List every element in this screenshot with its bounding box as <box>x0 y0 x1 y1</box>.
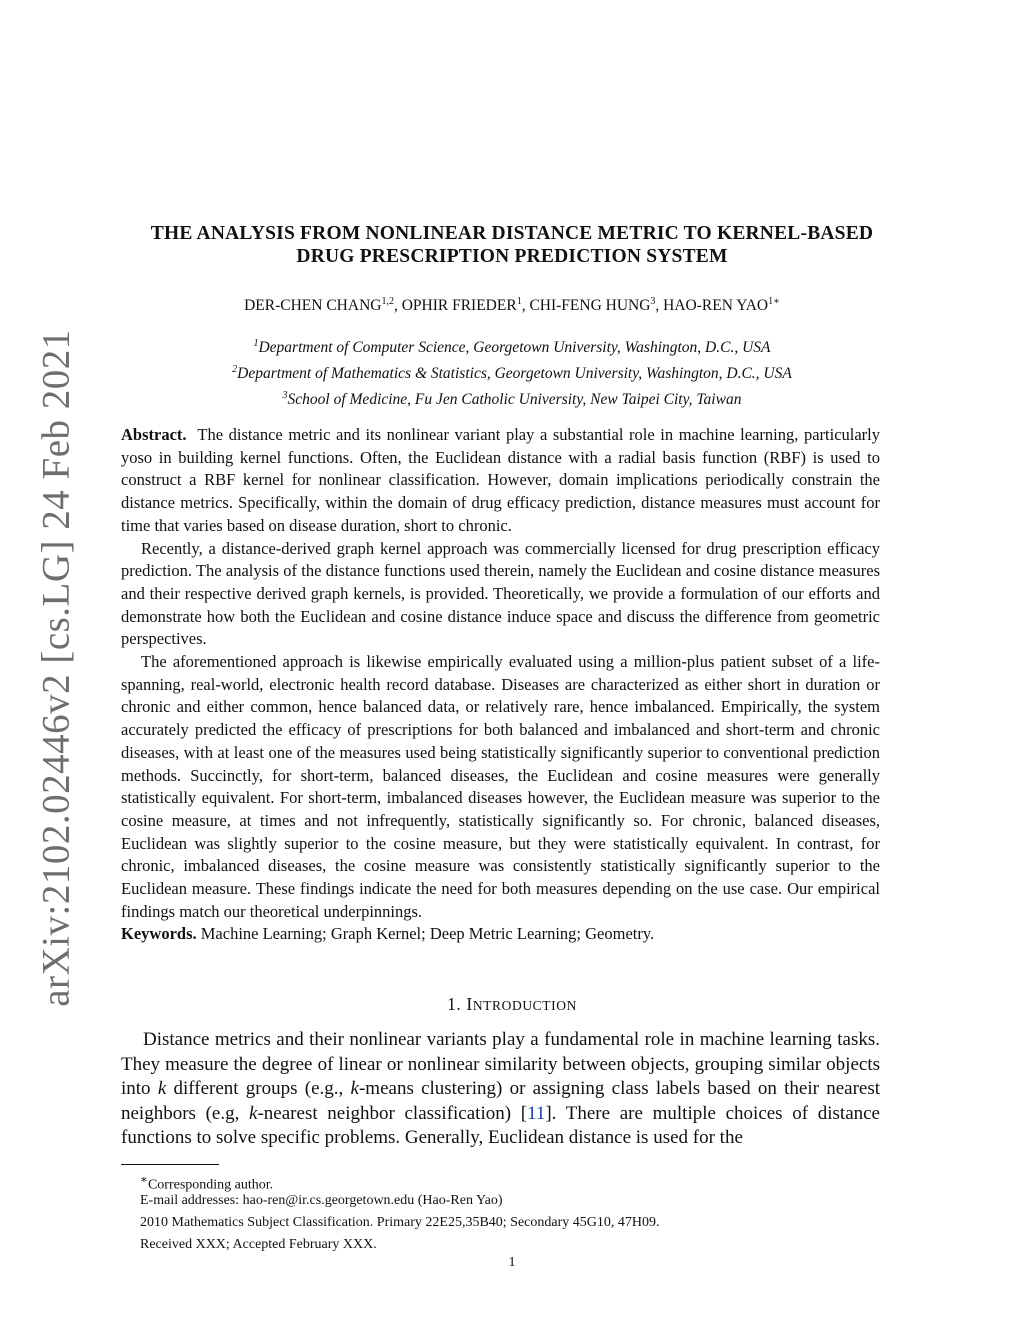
section-number: 1. <box>447 994 462 1014</box>
intro-text: Distance metrics and their nonlinear variants play a fundamental role in machine learning tasks. They measure the degree of linear or nonlinear similarity between objects, grouping similar objects into <box>121 1029 880 1100</box>
author-name: HAO-REN YAO <box>663 297 769 315</box>
footnote-mark: ∗ <box>140 1173 148 1186</box>
author-list <box>0 296 1024 315</box>
arxiv-stamp: arXiv:2102.02446v2 [cs.LG] 24 Feb 2021 <box>34 329 78 1007</box>
author-name: DER-CHEN CHANG <box>244 297 382 315</box>
abstract-paragraph-1 <box>121 424 880 538</box>
author-sep: , <box>393 297 402 315</box>
intro-text: different groups (e.g., <box>166 1078 351 1100</box>
math-k: k <box>157 1078 167 1100</box>
affiliation-sup: 1 <box>253 338 259 349</box>
page-number: 1 <box>508 1255 516 1270</box>
affiliation-list <box>0 333 1024 411</box>
footnote-received: Received XXX; Accepted February XXX. <box>140 1237 377 1252</box>
affiliation-sup: 3 <box>282 390 288 402</box>
footnote-rule <box>121 1164 219 1165</box>
abstract-paragraph-3: The aforementioned approach is likewise empirically evaluated using a million-plus patient subset of a life-spanning, real-world, electronic health record database. Diseases are characterized as either short in duration or chronic and either common, hence balanced data, or relatively rare, hence imbalanced. Empirically, the system accurately predicted the efficacy of prescriptions for both balanced and imbalanced and short-term and chronic diseases, with at least one of the measures used being statistically significantly superior to conventional prediction methods. Succinctly, for short-term, balanced diseases, the Euclidean and cosine measures were generally statistically equivalent. For short-term, imbalanced diseases however, the Euclidean measure was superior to the cosine measure, at times and not infrequently, statistically significantly so. For chronic, balanced diseases, Euclidean was slightly superior to the cosine measure, but they were statistically equivalent. In contrast, for chronic, imbalanced diseases, the cosine measure was consistently statistically significantly superior to the Euclidean measure. These findings indicate the need for both measures depending on the use case. Our empirical findings match our theoretical underpinnings. <box>121 652 880 921</box>
citation-link[interactable]: 11 <box>527 1102 546 1124</box>
footnote-email: E-mail addresses: hao-ren@ir.cs.georgetown.edu (Hao-Ren Yao) <box>140 1193 503 1208</box>
author-sup: 1 <box>516 296 522 307</box>
keywords-label: Keywords. <box>121 924 197 944</box>
keywords-text: Machine Learning; Graph Kernel; Deep Metric Learning; Geometry. <box>200 924 655 944</box>
section-title-initial: I <box>466 994 473 1014</box>
affiliation-text: Department of Computer Science, Georgetown University, Washington, D.C., USA <box>258 339 771 357</box>
paper-title <box>0 222 1024 268</box>
author-sup: 3 <box>650 296 656 307</box>
author-sup: 1∗ <box>768 296 780 307</box>
abstract-text-1: The distance metric and its nonlinear variant play a substantial role in machine learning, particularly yoso in building kernel functions. Often, the Euclidean distance with a radial basis function (RBF) is used to construct a RBF kernel for nonlinear classification. However, domain implications periodically constrain the distance metrics. Specifically, within the domain of drug efficacy prediction, distance measures must account for time that varies based on disease duration, short to chronic. <box>121 425 880 535</box>
author-sep: , <box>655 297 664 315</box>
footnote-corresponding <box>140 1171 880 1194</box>
author-sup: 1,2 <box>381 296 394 307</box>
section-heading <box>0 994 1024 1015</box>
affiliation-text: Department of Mathematics & Statistics, Georgetown University, Washington, D.C., USA <box>237 365 792 383</box>
math-k: k <box>350 1078 359 1100</box>
author-sep: , <box>521 297 530 315</box>
abstract-paragraph-2: Recently, a distance-derived graph kernel approach was commercially licensed for drug prescription efficacy prediction. The analysis of the distance functions used therein, namely the Euclidean and cosine distance measures and their respective derived graph kernels, is provided. Theoretically, we provide a formulation of our efforts and demonstrate how both the Euclidean and cosine distance induce space and discuss the difference from geometric perspectives. <box>121 538 880 649</box>
intro-text: -means clustering) or assigning class labels based on their nearest neighbors (e.g, <box>121 1078 881 1124</box>
footnote-text: Corresponding author. <box>147 1177 274 1193</box>
affiliation-text: School of Medicine, Fu Jen Catholic University, New Taipei City, Taiwan <box>287 391 742 409</box>
author-name: CHI-FENG HUNG <box>529 297 651 315</box>
math-k: k <box>249 1102 258 1124</box>
introduction <box>121 1028 880 1151</box>
author-name: OPHIR FRIEDER <box>401 297 517 315</box>
abstract-label: Abstract. <box>121 425 187 444</box>
title-line-1: THE ANALYSIS FROM NONLINEAR DISTANCE METRIC TO KERNEL-BASED <box>150 223 874 244</box>
affiliation <box>0 385 1024 411</box>
affiliation <box>0 333 1024 359</box>
intro-text: -nearest neighbor classification) [ <box>257 1102 528 1124</box>
title-line-2: DRUG PRESCRIPTION PREDICTION SYSTEM <box>296 246 728 267</box>
abstract <box>121 424 880 946</box>
footnote-msc: 2010 Mathematics Subject Classification. Primary 22E25,35B40; Secondary 45G10, 47H09. <box>140 1215 660 1230</box>
keywords <box>121 923 880 946</box>
affiliation-sup: 2 <box>232 364 238 376</box>
intro-text: ]. There are multiple choices of distance functions to solve specific problems. Generally, Euclidean distance is used for the <box>121 1102 880 1149</box>
section-title-rest: NTRODUCTION <box>472 998 577 1013</box>
affiliation <box>0 359 1024 385</box>
intro-paragraph <box>121 1028 880 1151</box>
